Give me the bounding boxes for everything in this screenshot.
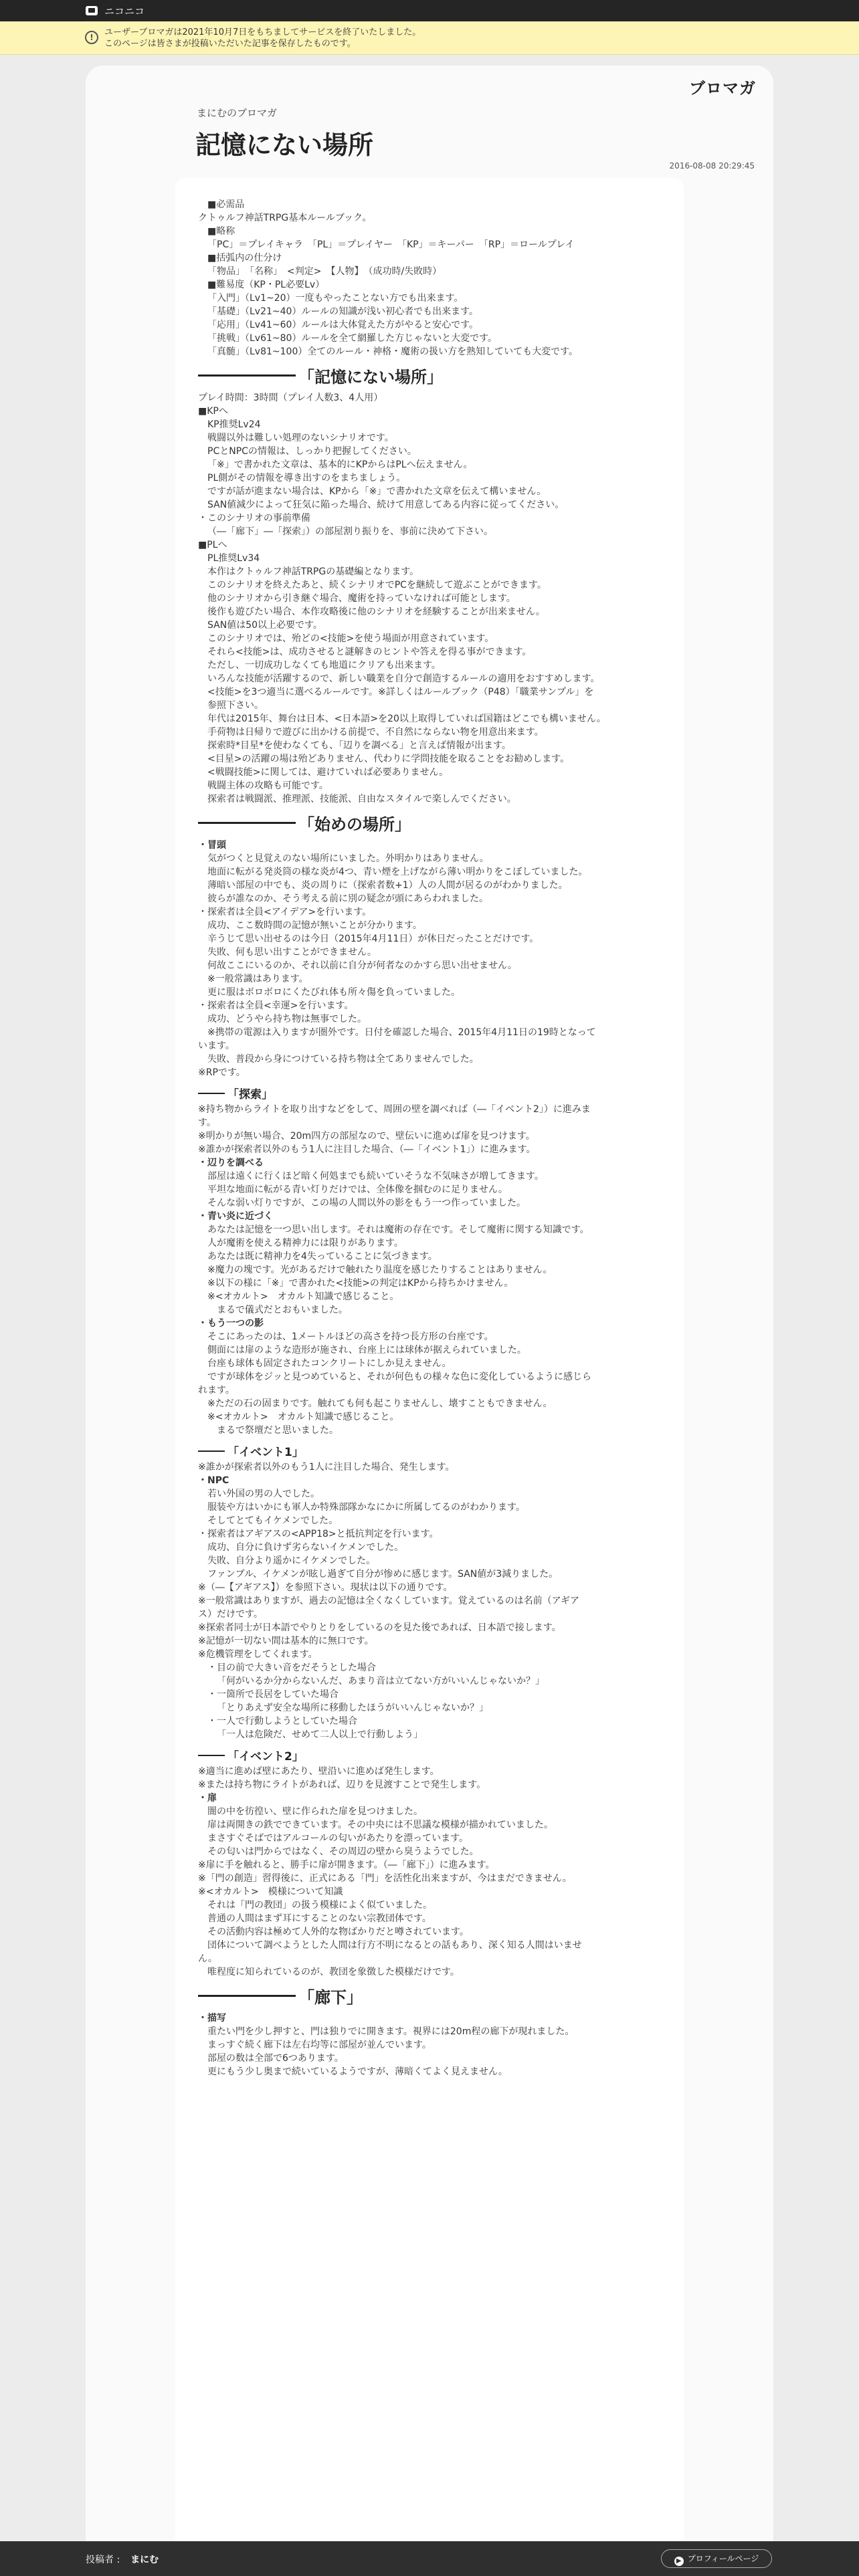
article-line: PL推奨Lv34 xyxy=(207,553,260,564)
article-line: そしてとてもイケメンでした。 xyxy=(207,1515,339,1526)
service-end-notice xyxy=(0,21,859,55)
article-line: 後作も遊びたい場合、本作攻略後に他のシナリオを経験することが出来ません。 xyxy=(207,607,545,617)
article-line: ※ただの石の固まりです。触れても何も起こりませんし、壊すこともできません。 xyxy=(207,1398,553,1409)
article-line: 「真髄」（Lv81~100）全てのルール・神格・魔術の扱い方を熟知していても大変です。 xyxy=(207,346,578,357)
article-line: PL側がその情報を導き出すのをまちましょう。 xyxy=(207,473,406,484)
article-line: います。 xyxy=(198,1041,235,1051)
article-line: それは「門の教団」の扱う模様によく似ていました。 xyxy=(207,1900,432,1911)
article-line: ただし、一切成功しなくても地道にクリアも出来ます。 xyxy=(207,660,441,671)
heading-text: 「廊下」 xyxy=(298,1988,363,2007)
article-line: ■難易度（KP・PL必要Lv） xyxy=(207,280,325,290)
article-line: <技能>を3つ適当に選べるルールです。※詳しくはルールブック（P48）「職業サンプル」を xyxy=(207,687,594,697)
article-line: <目星>の活躍の場は殆どありません、代わりに学問技能を取ることをお勧めします。 xyxy=(207,754,570,764)
subsection-heading xyxy=(198,1085,676,1101)
article-line: そんな弱い灯りですが、この場の人間以外の影をもう一つ作っていました。 xyxy=(207,1198,526,1208)
article-line: ん。 xyxy=(198,1953,217,1964)
article-line: プレイ時間：3時間（プレイ人数3、4人用） xyxy=(198,393,383,403)
article-line: ※一般常識はありますが、過去の記憶は全くなくしています。覚えているのは名前（アギア xyxy=(198,1596,580,1606)
article-line: ファンブル、イケメンが眩し過ぎて自分が惨めに感じます。SAN値が3減りました。 xyxy=(207,1569,559,1580)
article-line: いろんな技能が活躍するので、新しい職業を自分で創造するルールの適用をおすすめします。 xyxy=(207,673,600,684)
article-line: ・探索者はアギアスの<APP18>と抵抗判定を行います。 xyxy=(198,1529,439,1539)
article-line: ・冒頭 xyxy=(198,840,226,851)
article-line: 部屋は遠くに行くほど暗く何処までも続いていそうな不気味さが増してきます。 xyxy=(207,1171,544,1182)
poster-label: 投稿者 : xyxy=(86,2555,120,2565)
article-line: ※誰かが探索者以外のもう1人に注目した場合、発生します。 xyxy=(198,1462,455,1473)
article-line: 重たい門を少し押すと、門は独りでに開きます。視界には20m程の廊下が現れました。 xyxy=(207,2026,575,2037)
article-line: 参照下さい。 xyxy=(207,700,264,711)
heading-text: 「記憶にない場所」 xyxy=(298,368,443,387)
article-line: 「PC」＝プレイキャラ 「PL」＝プレイヤー 「KP」＝キーパー 「RP」＝ロールプレイ xyxy=(207,239,575,250)
subsection-heading xyxy=(198,1747,676,1763)
article-line: ■括弧内の仕分け xyxy=(207,253,282,263)
tv-icon xyxy=(86,6,98,15)
heading-rule xyxy=(198,822,296,824)
article-line: ・一箇所で長居をしていた場合 xyxy=(207,1689,339,1700)
article-line: ※明かりが無い場合、20m四方の部屋なので、壁伝いに進めば扉を見つけます。 xyxy=(198,1131,535,1142)
article-line: 何故ここにいるのか、それ以前に自分が何者なのかすら思い出せません。 xyxy=(207,960,517,971)
article-line: ※危機管理をしてくれます。 xyxy=(198,1649,318,1660)
profile-page-button[interactable] xyxy=(661,2549,772,2568)
article-line: 部屋の数は全部で6つあります。 xyxy=(207,2053,344,2064)
notice-line-2: このページは皆さまが投稿いただいた記事を保存したものです。 xyxy=(104,39,356,49)
article-line: ※または持ち物にライトがあれば、辺りを見渡すことで発生します。 xyxy=(198,1780,486,1790)
bottom-bar xyxy=(0,2541,859,2576)
article-line: ※持ち物からライトを取り出すなどをして、周囲の壁を調べれば（―「イベント2」）に進みま xyxy=(198,1104,591,1115)
article-line: ・青い炎に近づく xyxy=(198,1211,273,1222)
article-line: 「挑戦」（Lv61~80）ルールを全て網羅した方じゃないと大変です。 xyxy=(207,333,498,344)
article-line: 年代は2015年、舞台は日本、<日本語>を20以上取得していれば国籍はどこでも構いません。 xyxy=(207,714,606,724)
article-line: ですが球体をジッと見つめていると、それが何色もの様々な色に変化しているように感じら xyxy=(207,1372,591,1382)
article-line: 「何がいるか分からないんだ、あまり音は立てない方がいいんじゃないか？」 xyxy=(217,1676,545,1687)
article-line: 扉は両開きの鉄でできています。その中央には不思議な模様が描かれていました。 xyxy=(207,1820,553,1830)
article-line: ・このシナリオの事前準備 xyxy=(198,513,310,524)
article-line: 他のシナリオから引き継ぐ場合、魔術を持っていなければ可能とします。 xyxy=(207,593,516,604)
article-line: あなたは既に精神力を4失っていることに気づきます。 xyxy=(207,1251,438,1262)
heading-text: 「探索」 xyxy=(227,1088,273,1101)
article-line: ※携帯の電源は入りますが圏外です。日付を確認した場合、2015年4月11日の19時となって xyxy=(207,1027,596,1038)
article-line: 失敗、何も思い出すことができません。 xyxy=(207,947,377,958)
article-line: クトゥルフ神話TRPG基本ルールブック。 xyxy=(198,213,372,223)
article-line: 失敗、自分より遥かにイケメンでした。 xyxy=(207,1555,376,1566)
article-line: ※（―【アギアス】）を参照下さい。現状は以下の通りです。 xyxy=(198,1582,453,1593)
article-line: まさすぐそばではアルコールの匂いがあたりを漂っています。 xyxy=(207,1833,469,1844)
article-line: ですが話が進まない場合は、KPから「※」で書かれた文章を伝えて構いません。 xyxy=(207,486,547,497)
article-line: KP推奨Lv24 xyxy=(207,419,261,430)
profile-page-label: プロフィールページ xyxy=(687,2554,759,2563)
article-line: ※魔力の塊です。光があるだけで触れたり温度を感じたりすることはありません。 xyxy=(207,1265,553,1275)
heading-rule xyxy=(198,1093,225,1094)
notice-line-1: ユーザーブロマガは2021年10月7日をもちましてサービスを終了いたしました。 xyxy=(104,27,421,37)
poster-info xyxy=(86,2553,159,2566)
article-line: 薄暗い部屋の中でも、炎の周りに（探索者数+1）人の人間が居るのがわかりました。 xyxy=(207,880,568,891)
article-body xyxy=(175,178,684,2576)
article-line: 成功、どうやら持ち物は無事でした。 xyxy=(207,1014,367,1025)
article-line: す。 xyxy=(198,1117,216,1128)
article-line: 「※」で書かれた文章は、基本的にKPからはPLへ伝えません。 xyxy=(207,459,473,470)
heading-text: 「イベント2」 xyxy=(227,1750,304,1763)
article-line: 「物品」 「名称」 <判定> 【人物】 （成功時/失敗時） xyxy=(207,266,442,277)
section-heading xyxy=(198,811,676,835)
article-line: ・扉 xyxy=(198,1793,217,1804)
article-line: 彼らが誰なのか、そう考える前に別の疑念が頭にあらわれました。 xyxy=(207,893,488,904)
article-line: ・描写 xyxy=(198,2013,226,2024)
poster-name[interactable]: まにむ xyxy=(130,2555,159,2565)
blog-name[interactable]: まにむのブロマガ xyxy=(197,107,278,119)
article-line: ■KPへ xyxy=(198,406,228,417)
info-icon: ! xyxy=(85,31,98,44)
article-line: れます。 xyxy=(198,1385,235,1396)
article-line: 戦闘以外は難しい処理のないシナリオです。 xyxy=(207,433,394,443)
article-line: ※扉に手を触れると、勝手に扉が開きます。（―「廊下」）に進みます。 xyxy=(198,1860,495,1870)
article-line: ス）だけです。 xyxy=(198,1609,263,1620)
article-line: PCとNPCの情報は、しっかり把握してください。 xyxy=(207,446,417,457)
article-line: ・一人で行動しようとしていた場合 xyxy=(207,1716,357,1727)
article-line: ・目の前で大きい音をだそうとした場合 xyxy=(207,1662,376,1673)
article-line: ・探索者は全員<幸運>を行います。 xyxy=(198,1000,354,1011)
article-line: このシナリオを終えたあと、続くシナリオでPCを継続して遊ぶことができます。 xyxy=(207,580,547,591)
article-line: 「入門」（Lv1~20）一度もやったことない方でも出来ます。 xyxy=(207,293,464,304)
heading-rule xyxy=(198,374,296,377)
article-line: （―「廊下」―「探索」）の部屋割り振りを、事前に決めて下さい。 xyxy=(207,526,493,537)
article-title: 記憶にない場所 xyxy=(195,130,374,160)
section-heading xyxy=(198,1984,676,2008)
article-date: 2016-08-08 20:29:45 xyxy=(669,161,755,171)
article-line: 「一人は危険だ、せめて二人以上で行動しよう」 xyxy=(217,1729,423,1740)
article-line: ※<オカルト> オカルト知識で感じること。 xyxy=(207,1291,399,1302)
article-line: 団体について調べようとした人間は行方不明になるとの話もあり、深く知る人間はいませ xyxy=(207,1940,582,1951)
article-line: ※以下の様に「※」で書かれた<技能>の判定はKPから持ちかけません。 xyxy=(207,1278,514,1289)
article-line: ※RPです。 xyxy=(198,1067,246,1078)
article-line: <戦闘技能>に関しては、避けていれば必要ありません。 xyxy=(207,767,449,778)
article-line: 更に服はボロボロにくたびれ体も所々傷を負っていました。 xyxy=(207,987,460,998)
article-line: 成功、自分に負けず劣らないイケメンでした。 xyxy=(207,1542,404,1553)
article-line: ※「門の創造」習得後に、正式にある「門」を活性化出来ますが、今はまだできません。 xyxy=(198,1873,572,1884)
article-line: ※<オカルト> オカルト知識で感じること。 xyxy=(207,1412,399,1422)
article-line: 地面に転がる発炎筒の様な炎が4つ、青い煙を上げながら薄い明かりをこぼしていました。 xyxy=(207,867,588,877)
heading-rule xyxy=(198,1451,225,1452)
article-line: まるで祭壇だと思いました。 xyxy=(217,1425,339,1436)
article-line: 手荷物は日帰りで遊びに出かける前提で、不自然にならない物を用意出来ます。 xyxy=(207,727,544,738)
article-line: ・探索者は全員<アイデア>を行います。 xyxy=(198,907,372,918)
article-line: ※記憶が一切ない間は基本的に無口です。 xyxy=(198,1636,374,1646)
heading-text: 「始めの場所」 xyxy=(298,815,411,834)
article-line: 唯程度に知られているのが、教団を象徴した模様だけです。 xyxy=(207,1967,460,1977)
niconico-logo[interactable] xyxy=(86,0,145,21)
subsection-heading xyxy=(198,1442,676,1459)
article-line: 服装や方はいかにも軍人か特殊部隊かなにかに所属してるのがわかります。 xyxy=(207,1502,525,1513)
article-line: ・もう一つの影 xyxy=(198,1318,264,1329)
article-line: ・NPC xyxy=(198,1475,229,1486)
article-line: 探索者は戦闘派、推理派、技能派、自由なスタイルで楽しんでください。 xyxy=(207,794,516,804)
article-line: ■必需品 xyxy=(207,199,245,210)
article-line: 側面には扉のような造形が施され、台座上には球体が据えられていました。 xyxy=(207,1345,527,1356)
article-line: SAN値減少によって狂気に陥った場合、続けて用意してある内容に従ってください。 xyxy=(207,500,565,510)
article-line: ※探索者同士が日本語でやりとりをしているのを見た後であれば、日本語で接します。 xyxy=(198,1622,561,1633)
article-line: 失敗、普段から身につけている持ち物は全てありませんでした。 xyxy=(207,1054,479,1065)
notice-text xyxy=(104,27,421,49)
article-line: 若い外国の男の人でした。 xyxy=(207,1489,320,1499)
article-line: ※適当に進めば壁にあたり、壁沿いに進めば発生します。 xyxy=(198,1766,440,1777)
article-line: このシナリオでは、殆どの<技能>を使う場面が用意されています。 xyxy=(207,633,494,644)
article-line: 気がつくと見覚えのない場所にいました。外明かりはありません。 xyxy=(207,853,489,864)
article-line: 普通の人間はまず耳にすることのない宗教団体です。 xyxy=(207,1913,432,1924)
heading-rule xyxy=(198,1995,296,1997)
chevron-right-icon: ▶ xyxy=(674,2557,684,2566)
section-heading xyxy=(198,364,676,387)
article-line: 更にもう少し奥まで続いているようですが、薄暗くてよく見えません。 xyxy=(207,2066,508,2077)
article-line: 戦闘主体の攻略も可能です。 xyxy=(207,780,328,791)
article-line: ・辺りを調べる xyxy=(198,1158,264,1168)
article-line: 平坦な地面に転がる青い灯りだけでは、全体像を掴むのに足りません。 xyxy=(207,1184,508,1195)
article-line: 人が魔術を使える精神力には限りがあります。 xyxy=(207,1238,403,1249)
article-line: ■略称 xyxy=(207,226,235,237)
article-line: 成功、ここ数時間の記憶が無いことが分かります。 xyxy=(207,920,422,931)
article-line: SAN値は50以上必要です。 xyxy=(207,620,322,631)
blog-card xyxy=(86,66,773,2576)
heading-rule xyxy=(198,1755,225,1756)
article-line: 「とりあえず安全な場所に移動したほうがいいんじゃないか？」 xyxy=(217,1703,488,1713)
article-line: ※誰かが探索者以外のもう1人に注目した場合、（―「イベント1」）に進みます。 xyxy=(198,1144,536,1155)
article-line: 「応用」（Lv41~60）ルールは大体覚えた方がやると安心です。 xyxy=(207,320,479,330)
article-line: ■PLへ xyxy=(198,540,227,550)
article-line: まっすぐ続く廊下は左右均等に部屋が並んでいます。 xyxy=(207,2040,432,2050)
article-line: ※一般常識はあります。 xyxy=(207,974,308,984)
blomaga-logo[interactable]: ブロマガ xyxy=(689,79,756,98)
top-bar xyxy=(0,0,859,21)
article-line: 探索時*目星*を使わなくても、「辺りを調べる」と言えば情報が出ます。 xyxy=(207,740,511,751)
logo-text: ニコニコ xyxy=(104,5,145,17)
article-line: 闇の中を彷徨い、壁に作られた扉を見つけました。 xyxy=(207,1806,423,1817)
article-line: ※<オカルト> 模様について知識 xyxy=(198,1887,343,1897)
article-line: その活動内容は極めて人外的な物ばかりだと噂されています。 xyxy=(207,1927,469,1937)
article-line: あなたは記憶を一つ思い出します。それは魔術の存在です。そして魔術に関する知識です。 xyxy=(207,1224,589,1235)
article-line: まるで儀式だとおもいました。 xyxy=(217,1305,348,1315)
article-line: 本作はクトゥルフ神話TRPGの基礎編となります。 xyxy=(207,566,419,577)
article-line: それら<技能>は、成功させると謎解きのヒントや答えを得る事ができます。 xyxy=(207,647,532,657)
article-line: 「基礎」（Lv21~40）ルールの知識が浅い初心者でも出来ます。 xyxy=(207,306,479,317)
article-line: そこにあったのは、1メートルほどの高さを持つ長方形の台座です。 xyxy=(207,1331,494,1342)
article-line: 台座も球体も固定されたコンクリートにしか見えません。 xyxy=(207,1358,452,1369)
heading-text: 「イベント1」 xyxy=(227,1446,304,1459)
article-line: 辛うじて思い出せるのは今日（2015年4月11日）が休日だったことだけです。 xyxy=(207,934,539,944)
article-line: その匂いは門からではなく、その周辺の壁から臭うようでした。 xyxy=(207,1846,479,1857)
